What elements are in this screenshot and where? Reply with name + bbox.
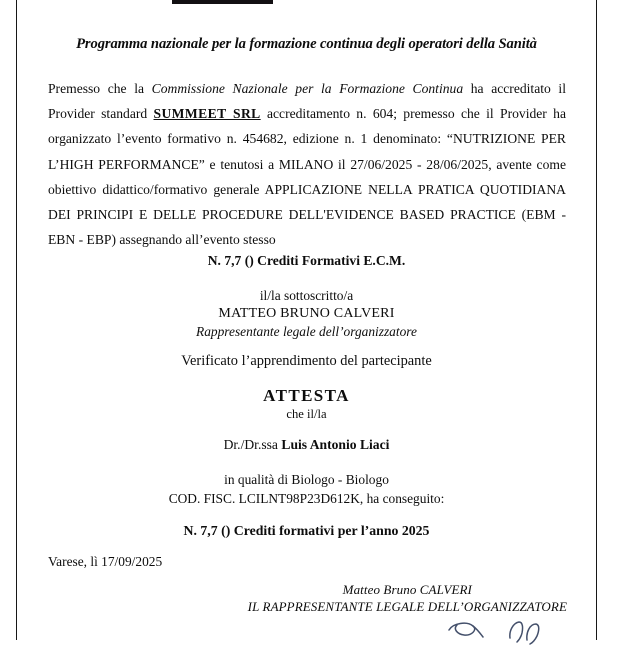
page-title: Programma nazionale per la formazione continua degli operatori della Sanità bbox=[76, 36, 537, 52]
cropped-header-band bbox=[172, 0, 273, 4]
participant-title: Dr./Dr.ssa bbox=[223, 437, 282, 452]
undersigned-role: Rappresentante legale dell’organizzatore bbox=[196, 324, 417, 339]
signer-name: Matteo Bruno CALVERI bbox=[342, 582, 472, 597]
attesta-heading: ATTESTA bbox=[263, 386, 350, 405]
qualification-line: in qualità di Biologo - Biologo bbox=[224, 472, 389, 487]
che-il-la-label: che il/la bbox=[286, 407, 327, 421]
undersigned-label: il/la sottoscritto/a bbox=[259, 288, 354, 303]
participant-line bbox=[17, 437, 596, 453]
ecm-credits-line: N. 7,7 () Crediti Formativi E.C.M. bbox=[207, 253, 406, 268]
place-and-date: Varese, lì 17/09/2025 bbox=[48, 554, 163, 569]
undersigned-block bbox=[17, 287, 596, 341]
provider-name: SUMMEET SRL bbox=[153, 106, 261, 122]
signature-caption-block bbox=[248, 581, 567, 615]
fiscal-code-line: COD. FISC. LCILNT98P23D612K, ha conseguito: bbox=[168, 491, 445, 506]
verification-statement: Verificato l’apprendimento del partecipante bbox=[181, 353, 432, 369]
qualification-block bbox=[17, 470, 596, 508]
preamble-paragraph bbox=[48, 76, 566, 252]
preamble-part-3: accreditamento n. 604; premesso che il Provider ha organizzato l’evento formativo n. 454682, edizione n. 1 denominato: “NUTRIZIONE PER L’HIGH PERFORMANCE” e tenutosi a MILANO il 27/06/2025 - 28/06/2025, avente come obiettivo didattico/formativo generale APPLICAZIONE NELLA PRATICA QUOTIDIANA DEI PRINCIPI E DELLE PROCEDURE DELL'EVIDENCE BASED PRACTICE (EBM - EBN - EBP) assegnando all’evento stesso bbox=[48, 106, 566, 248]
handwritten-signature bbox=[447, 616, 597, 646]
signer-role: IL RAPPRESENTANTE LEGALE DELL’ORGANIZZATORE bbox=[247, 599, 567, 614]
commission-name: Commissione Nazionale per la Formazione Continua bbox=[151, 81, 464, 96]
year-credits-line: N. 7,7 () Crediti formativi per l’anno 2025 bbox=[183, 523, 430, 538]
certificate-page bbox=[17, 0, 596, 640]
preamble-part-2: ha accreditato il Provider standard bbox=[48, 81, 566, 122]
page-border-right bbox=[596, 0, 597, 640]
preamble-part-1: Premesso che la bbox=[48, 81, 152, 96]
undersigned-name: MATTEO BRUNO CALVERI bbox=[218, 306, 395, 321]
page-border-left bbox=[16, 0, 17, 640]
participant-name: Luis Antonio Liaci bbox=[281, 437, 390, 452]
